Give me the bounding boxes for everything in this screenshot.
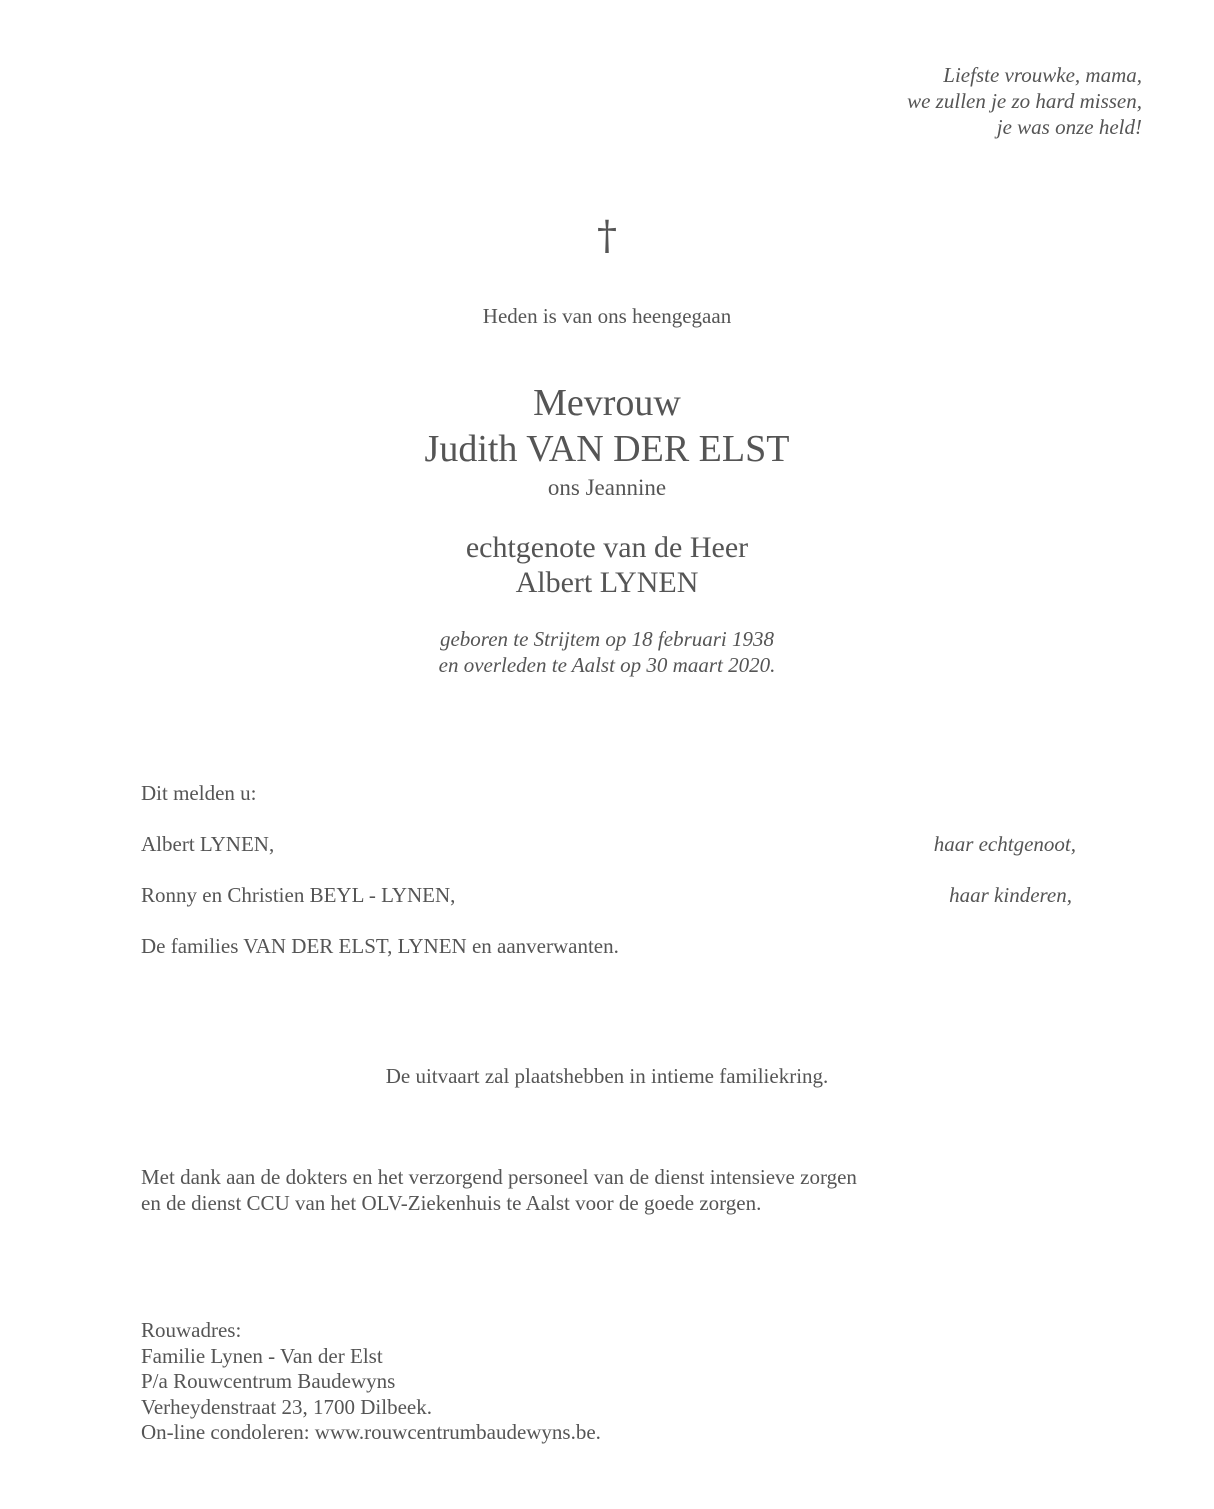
deceased-name-block	[0, 380, 1214, 472]
condolence-line: On-line condoleren: www.rouwcentrumbaudewyns.be.	[141, 1420, 601, 1444]
deceased-name: Judith VAN DER ELST	[424, 428, 790, 470]
thanks-line-1: Met dank aan de dokters en het verzorgend personeel van de dienst intensieve zorgen	[141, 1165, 857, 1189]
birth-line: geboren te Strijtem op 18 februari 1938	[439, 627, 775, 651]
address-line: P/a Rouwcentrum Baudewyns	[141, 1369, 396, 1393]
deceased-title: Mevrouw	[533, 382, 681, 424]
mourning-address	[141, 1318, 601, 1446]
birth-death-dates	[0, 626, 1214, 678]
spouse-line-2: Albert LYNEN	[515, 566, 699, 599]
funeral-notice: De uitvaart zal plaatshebben in intieme familiekring.	[385, 1064, 829, 1088]
spouse-line-1: echtgenote van de Heer	[465, 531, 749, 564]
announcement-heading: Dit melden u:	[141, 781, 257, 805]
deceased-nickname: ons Jeannine	[547, 475, 667, 500]
mourner-relation: haar kinderen,	[949, 883, 1072, 907]
address-line: Familie Lynen - Van der Elst	[141, 1343, 383, 1368]
poem-line: je was onze held!	[996, 115, 1142, 139]
cross-icon: †	[597, 213, 617, 259]
poem-line: we zullen je zo hard missen,	[907, 89, 1142, 113]
thanks-block	[141, 1164, 857, 1216]
families-line: De families VAN DER ELST, LYNEN en aanverwanten.	[141, 934, 619, 958]
thanks-line-2: en de dienst CCU van het OLV-Ziekenhuis te Aalst voor de goede zorgen.	[141, 1191, 762, 1215]
mourner-name: Albert LYNEN,	[141, 832, 275, 856]
spouse-block	[0, 530, 1214, 600]
intro-text: Heden is van ons heengegaan	[482, 304, 732, 328]
death-line: en overleden te Aalst op 30 maart 2020.	[438, 653, 776, 677]
memorial-poem	[907, 62, 1142, 140]
address-label: Rouwadres:	[141, 1318, 242, 1342]
mourner-name: Ronny en Christien BEYL - LYNEN,	[141, 883, 456, 907]
mourner-relation: haar echtgenoot,	[933, 832, 1076, 856]
address-line: Verheydenstraat 23, 1700 Dilbeek.	[141, 1394, 432, 1419]
poem-line: Liefste vrouwke, mama,	[943, 63, 1142, 87]
